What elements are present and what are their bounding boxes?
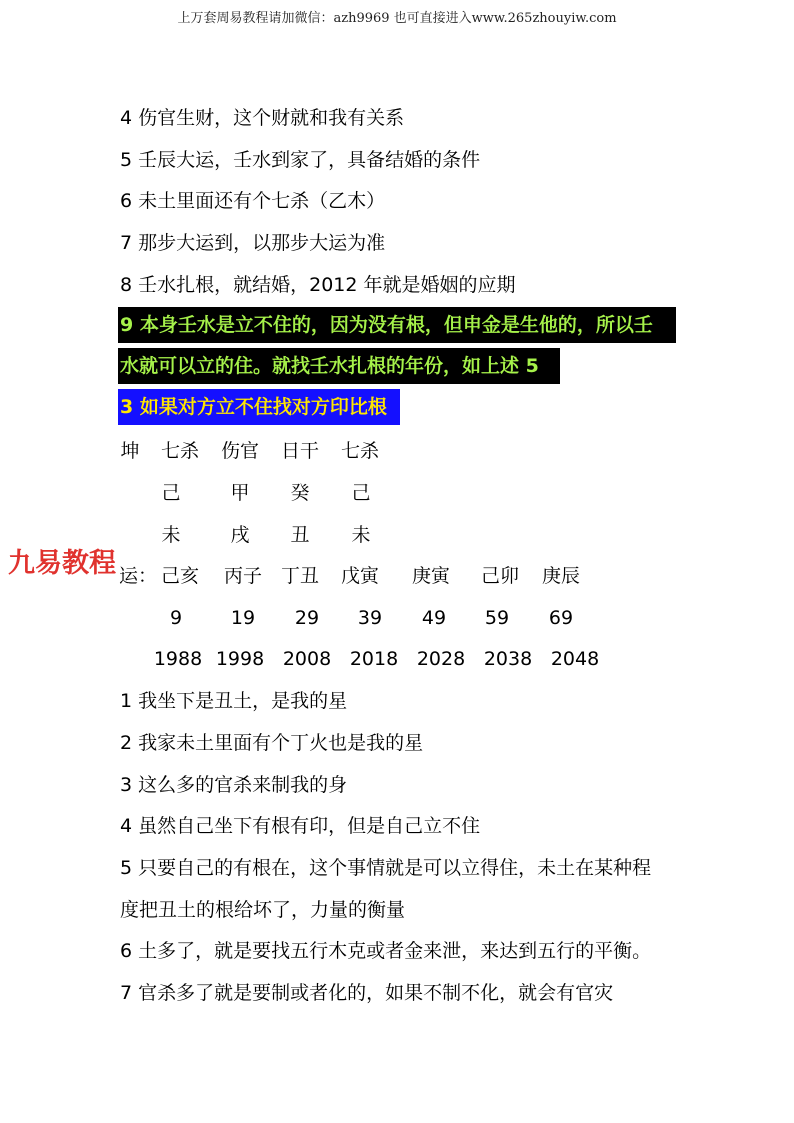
highlighted-note-blue: 3 如果对方立不住找对方印比根 xyxy=(118,389,400,425)
note-line: 6 未土里面还有个七杀（乙木） xyxy=(120,190,386,212)
luck-year: 2028 xyxy=(416,648,466,670)
page-header-banner: 上万套周易教程请加微信：azh9969 也可直接进入www.265zhouyiw.com xyxy=(177,11,617,26)
note-line: 3 这么多的官杀来制我的身 xyxy=(120,774,348,796)
ten-god-month: 伤官 xyxy=(220,440,260,462)
note-line: 5 壬辰大运，壬水到家了，具备结婚的条件 xyxy=(120,149,481,171)
luck-pillar: 己卯 xyxy=(480,565,520,587)
luck-pillar: 丙子 xyxy=(223,565,263,587)
luck-year: 1988 xyxy=(153,648,203,670)
note-line: 2 我家未土里面有个丁火也是我的星 xyxy=(120,732,424,754)
note-line: 8 壬水扎根，就结婚，2012 年就是婚姻的应期 xyxy=(120,274,516,296)
luck-year: 1998 xyxy=(215,648,265,670)
luck-pillar: 己亥 xyxy=(160,565,200,587)
luck-age: 49 xyxy=(421,607,447,629)
luck-pillar: 庚辰 xyxy=(541,565,581,587)
luck-age: 29 xyxy=(294,607,320,629)
gender-label: 坤 xyxy=(120,440,140,462)
branch-month: 戌 xyxy=(230,524,250,546)
ten-god-year: 七杀 xyxy=(160,440,200,462)
branch-hour: 未 xyxy=(351,524,371,546)
branch-year: 未 xyxy=(161,524,181,546)
luck-age: 19 xyxy=(230,607,256,629)
luck-year: 2048 xyxy=(550,648,600,670)
highlighted-note-line: 水就可以立的住。就找壬水扎根的年份，如上述 5 xyxy=(118,348,560,384)
note-line: 4 虽然自己坐下有根有印，但是自己立不住 xyxy=(120,815,481,837)
note-line: 4 伤官生财，这个财就和我有关系 xyxy=(120,107,405,129)
luck-label: 运： xyxy=(118,565,158,587)
luck-pillar: 丁丑 xyxy=(280,565,320,587)
branch-day: 丑 xyxy=(290,524,310,546)
luck-year: 2018 xyxy=(349,648,399,670)
luck-pillar: 戊寅 xyxy=(340,565,380,587)
stem-month: 甲 xyxy=(230,482,250,504)
note-line: 7 官杀多了就是要制或者化的，如果不制不化，就会有官灾 xyxy=(120,982,614,1004)
ten-god-hour: 七杀 xyxy=(340,440,380,462)
stem-hour: 己 xyxy=(351,482,371,504)
note-line: 1 我坐下是丑土，是我的星 xyxy=(120,690,348,712)
luck-year: 2038 xyxy=(483,648,533,670)
note-line: 度把丑土的根给坏了，力量的衡量 xyxy=(120,899,406,921)
ten-god-day: 日干 xyxy=(280,440,320,462)
watermark-logo-text: 九易教程 xyxy=(8,548,116,579)
stem-year: 己 xyxy=(161,482,181,504)
luck-age: 9 xyxy=(169,607,183,629)
luck-pillar: 庚寅 xyxy=(411,565,451,587)
luck-age: 69 xyxy=(548,607,574,629)
luck-year: 2008 xyxy=(282,648,332,670)
luck-age: 59 xyxy=(484,607,510,629)
highlighted-note-line: 9 本身壬水是立不住的，因为没有根，但申金是生他的，所以壬 xyxy=(118,307,676,343)
luck-age: 39 xyxy=(357,607,383,629)
note-line: 5 只要自己的有根在，这个事情就是可以立得住，未土在某种程 xyxy=(120,857,652,879)
stem-day: 癸 xyxy=(290,482,310,504)
note-line: 6 土多了，就是要找五行木克或者金来泄，来达到五行的平衡。 xyxy=(120,940,652,962)
note-line: 7 那步大运到，以那步大运为准 xyxy=(120,232,386,254)
